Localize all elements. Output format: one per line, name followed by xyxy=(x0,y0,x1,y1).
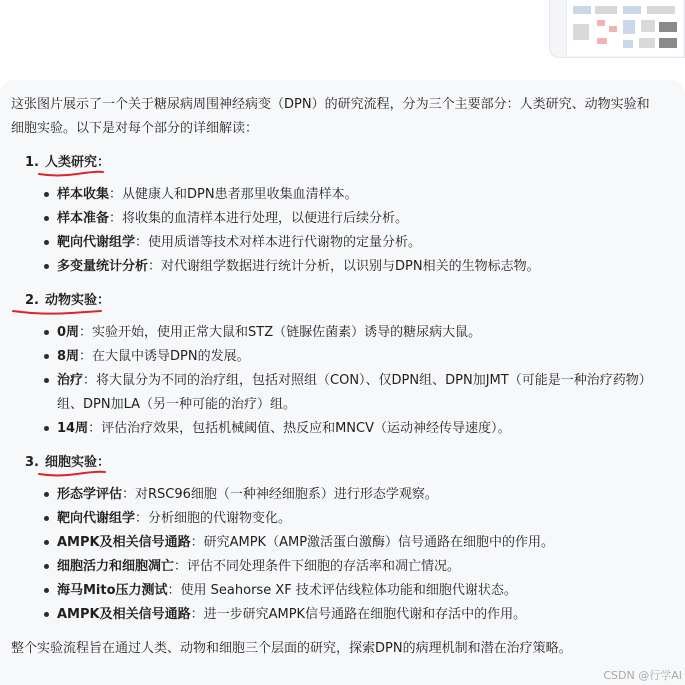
item-term: 14周 xyxy=(57,421,89,436)
section-number: 1. xyxy=(25,155,39,170)
list-item xyxy=(11,231,671,255)
section-heading-human-study: 1. 人类研究： xyxy=(25,151,671,175)
list-item xyxy=(11,183,671,207)
bullet-icon xyxy=(44,192,49,197)
bullet-icon xyxy=(44,216,49,221)
intro-paragraph: 这张图片展示了一个关于糖尿病周围神经病变（DPN）的研究流程，分为三个主要部分：人类研究、动物实验和细胞实验。以下是对每个部分的详细解读： xyxy=(11,97,650,136)
item-text: ：评估治疗效果，包括机械阈值、热反应和MNCV（运动神经传导速度）。 xyxy=(88,421,511,436)
item-term: 靶向代谢组学 xyxy=(57,511,136,526)
bullet-icon xyxy=(44,378,49,383)
section-list-cell-study xyxy=(11,483,671,627)
item-term: 细胞活力和细胞凋亡 xyxy=(57,559,175,574)
bullet-icon xyxy=(44,426,49,431)
list-item xyxy=(11,255,671,279)
section-title-text: 细胞实验 xyxy=(44,455,97,470)
item-term: 治疗 xyxy=(57,373,84,388)
list-item xyxy=(11,345,671,369)
section-title-text: 动物实验 xyxy=(44,293,97,308)
uploaded-image-thumbnail[interactable] xyxy=(549,0,685,58)
bullet-icon xyxy=(44,354,49,359)
assistant-message-content xyxy=(11,93,671,674)
list-item xyxy=(11,207,671,231)
section-list-animal-study xyxy=(11,321,671,441)
item-term: 样本准备 xyxy=(57,211,110,226)
item-term: 0周 xyxy=(57,325,80,340)
section-number: 3. xyxy=(25,455,39,470)
item-text: ：使用 Seahorse XF 技术评估线粒体功能和细胞代谢状态。 xyxy=(167,583,517,598)
list-item xyxy=(11,507,671,531)
bullet-icon xyxy=(44,240,49,245)
item-term: 样本收集 xyxy=(57,187,110,202)
list-item xyxy=(11,531,671,555)
bullet-icon xyxy=(44,612,49,617)
list-item xyxy=(11,579,671,603)
item-text: ：对RSC96细胞（一种神经细胞系）进行形态学观察。 xyxy=(122,487,438,502)
section-heading-cell-study: 3. 细胞实验： xyxy=(25,451,671,475)
item-text: ：评估不同处理条件下细胞的存活率和凋亡情况。 xyxy=(174,559,461,574)
list-item xyxy=(11,369,671,417)
red-underline-annotation xyxy=(11,306,103,316)
list-item xyxy=(11,417,671,441)
red-underline-annotation xyxy=(37,168,105,178)
item-term: 8周 xyxy=(57,349,80,364)
item-text: ：进一步研究AMPK信号通路在细胞代谢和存活中的作用。 xyxy=(190,607,527,622)
thumbnail-diagram-image xyxy=(566,0,683,56)
item-text: ：将收集的血清样本进行处理，以便进行后续分析。 xyxy=(109,211,409,226)
bullet-icon xyxy=(44,330,49,335)
section-title-text: 人类研究 xyxy=(44,155,97,170)
item-text: ：研究AMPK（AMP激活蛋白激酶）信号通路在细胞中的作用。 xyxy=(190,535,555,550)
item-term: 海马Mito压力测试 xyxy=(57,583,168,598)
item-text: ：从健康人和DPN患者那里收集血清样本。 xyxy=(109,187,358,202)
item-text: ：实验开始，使用正常大鼠和STZ（链脲佐菌素）诱导的糖尿病大鼠。 xyxy=(79,325,482,340)
section-list-human-study xyxy=(11,183,671,279)
chat-top-area xyxy=(0,0,685,80)
item-term: AMPK及相关信号通路 xyxy=(57,607,191,622)
bullet-icon xyxy=(44,540,49,545)
item-text: ：对代谢组学数据进行统计分析，以识别与DPN相关的生物标志物。 xyxy=(148,259,540,274)
watermark-text: CSDN @行学AI xyxy=(603,669,682,682)
section-number: 2. xyxy=(25,293,39,308)
item-term: 靶向代谢组学 xyxy=(57,235,136,250)
item-term: AMPK及相关信号通路 xyxy=(57,535,191,550)
bullet-icon xyxy=(44,264,49,269)
list-item xyxy=(11,555,671,579)
item-text: ：在大鼠中诱导DPN的发展。 xyxy=(79,349,250,364)
item-term: 多变量统计分析 xyxy=(57,259,149,274)
item-text: ：分析细胞的代谢物变化。 xyxy=(135,511,292,526)
bullet-icon xyxy=(44,492,49,497)
conclusion-paragraph: 整个实验流程旨在通过人类、动物和细胞三个层面的研究，探索DPN的病理机制和潜在治疗策略。 xyxy=(11,641,572,656)
list-item xyxy=(11,483,671,507)
bullet-icon xyxy=(44,588,49,593)
list-item xyxy=(11,603,671,627)
item-text: ：将大鼠分为不同的治疗组，包括对照组（CON）、仅DPN组、DPN加JMT（可能是一种治疗药物）组、DPN加LA（另一种可能的治疗）组。 xyxy=(57,373,652,412)
list-item xyxy=(11,321,671,345)
item-text: ：使用质谱等技术对样本进行代谢物的定量分析。 xyxy=(135,235,422,250)
section-heading-animal-study: 2. 动物实验： xyxy=(25,289,671,313)
red-underline-annotation xyxy=(37,468,107,478)
bullet-icon xyxy=(44,564,49,569)
bullet-icon xyxy=(44,516,49,521)
item-term: 形态学评估 xyxy=(57,487,123,502)
